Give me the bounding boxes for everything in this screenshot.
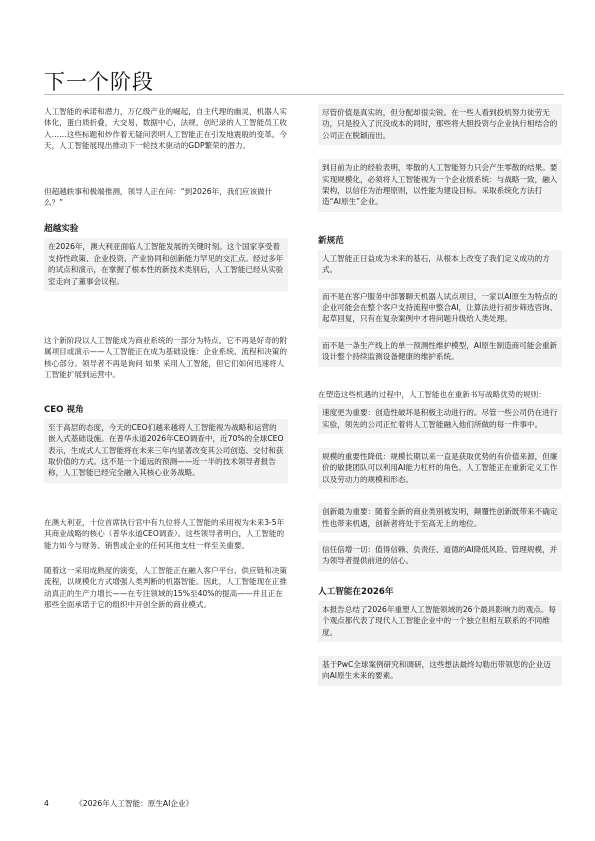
new-phase-paragraph: 这个新阶段以人工智能成为商业系统的一部分为特点。它不再是好奇的附属项目或演示——人工智能正在成为基础设施：企业系统、流程和决策的核心部分。领导者不再是询问 如果 采用人工智能，但它们如何迅速将人工智能扩展到运营中。 xyxy=(44,336,287,380)
callout-beyond-experiment: 在2026年，澳大利亚面临人工智能发展的关键时刻。这个国家享受着支持性政策、企业投资、产业协同和创新能力罕见的交汇点。经过多年的试点和演示，在掌握了根本性的新技术类别后，人工智能已经从实验室走向了董事会议程。 xyxy=(44,238,288,291)
callout-new-norm: 人工智能正日益成为未来的基石，从根本上改变了我们定义成功的方式。 xyxy=(318,250,562,280)
adoption-maturity-paragraph: 随着这一采用成熟度的演变，人工智能正在融入客户平台、供应链和决策流程，以规模化方式增强人类判断的机器智能。因此，人工智能现在正推动真正的生产力增长——在专注领域的15%至40%的提高——并且正在那些全面承诺于它的组织中开创全新的商业模式。 xyxy=(44,565,287,610)
footer-doc-title: 《2026年人工智能：原生AI企业》 xyxy=(75,799,194,808)
leader-question: 但超越轶事和极端推测，领导人正在问：“到2026年，我们应该做什么？” xyxy=(44,186,273,208)
callout-ceo-view: 至于高层的态度，今天的CEO们越来越将人工智能视为战略和运营的嵌入式基础设施。在普华永道2026年CEO调查中，近70%的全球CEO表示，生成式人工智能将在未来三年内显著改变其公司创造、交付和获取价值的方式。这不是一个遥远的预测——近一半的技术领导者报告称，人工智能已经完全融入其核心业务战略。 xyxy=(44,419,288,483)
rule-innovation: 创新最为重要：随着全新的商业类别被发明，颠覆性创新既带来不确定性也带来机遇，创新者将处于至高无上的地位。 xyxy=(318,503,562,533)
section-heading-ceo-view: CEO 视角 xyxy=(44,404,84,415)
section-heading-beyond-experiment: 超越实验 xyxy=(44,224,79,235)
page-number: 4 xyxy=(44,799,49,808)
section-heading-new-norm: 新规范 xyxy=(318,235,344,246)
page-title: 下一个阶段 xyxy=(44,70,154,94)
callout-report-summary: 本报告总结了2026年重塑人工智能领域的26个最具影响力的观点。每个观点都代表了现代人工智能企业中的一个独立但相互联系的不同维度。 xyxy=(318,601,562,642)
rule-speed: 速度更为重要：创造性破坏是积极主动进行的。尽管一些公司仍在进行实验，领先的公司正忙着将人工智能融入他们所做的每一件事中。 xyxy=(318,404,562,434)
left-column xyxy=(44,104,288,611)
callout-maintenance: 而不是一条生产线上的单一预测性维护模型，AI原生制造商可能会重新设计整个持续监测设备健康的维护系统。 xyxy=(318,337,562,367)
intro-paragraph: 人工智能的承诺和潜力，万亿级产业的崛起，自主代理的幽灵，机器人实体化，蛋白质折叠，大交易，数据中心，法规，创纪录的人工智能员工收入……这些标题和炒作着无疑问表明人工智能正在引发地震般的变革。今天，人工智能展现出推动下一轮技术驱动的GDP繁荣的潜力。 xyxy=(44,107,287,151)
callout-pwc-research: 基于PwC全球案例研究和调研，这些想法最终勾勒出带领您的企业迈向AI原生未来的要素。 xyxy=(318,656,562,686)
rule-trust: 信任倍增一切：值得信赖、负责任、道德的AI降低风险、管理规模，并为领导者提供前进的信心。 xyxy=(318,541,562,571)
page-footer xyxy=(44,798,217,809)
rule-scale: 规模的重要性降低：规模长期以来一直是获取优势的有价值来源，但廉价的敏捷团队可以利用AI能力杠杆的角色。人工智能正在重新定义工作以及劳动力的规模和形态。 xyxy=(318,448,562,489)
australia-ceo-paragraph: 在澳大利亚，十位首席执行官中有九位将人工智能的采用视为未来3-5年其商业战略的核心（普华永道CEO调查）。这些领导者明白，人工智能的能力如今与财务、销售或企业的任何其他支柱一样至关重要。 xyxy=(44,517,285,550)
callout-value-distribution: 尽管价值是真实的，但分配却很尖锐。在一些人看到投机努力徒劳无功，只是投入了沉没成本的同时，那些将大胆投资与企业执行相结合的公司正在脱颖而出。 xyxy=(318,104,562,145)
title-divider xyxy=(44,94,564,95)
strategic-rules-intro: 在塑造这些机遇的过程中，人工智能也在重新书写战略优势的规则： xyxy=(318,389,546,399)
callout-customer-service: 而不是在客户服务中部署聊天机器人试点项目，一家以AI原生为特点的企业可能会在整个客户支持流程中整合AI，让算法进行初步筛选咨询、起草回复，只有在复杂案例中才将问题升级给人类处理。 xyxy=(318,288,562,329)
right-column xyxy=(318,104,562,686)
section-heading-ai-2026: 人工智能在2026年 xyxy=(318,586,394,597)
callout-enterprise-system: 到目前为止的经验表明，零散的人工智能努力只会产生零散的结果。要实现规模化，必须将人工智能视为一个企业级系统：与战略一致，融入架构，以信任为治理原则，以性能为建设目标。采取系统化方法打造“AI原生”企业。 xyxy=(318,159,562,212)
